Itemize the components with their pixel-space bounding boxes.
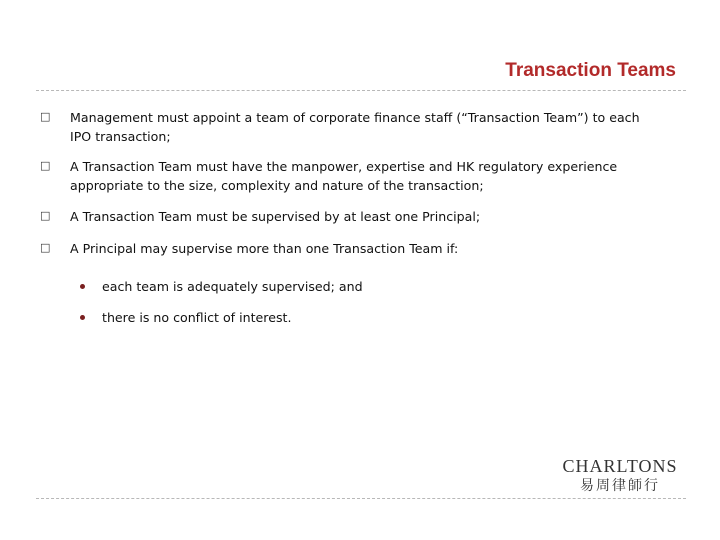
- bullet-item: [40, 207, 480, 226]
- slide-title: Transaction Teams: [505, 60, 676, 81]
- dot-bullet-icon: [80, 284, 85, 289]
- dot-bullet-icon: [80, 315, 85, 320]
- square-bullet-icon: □: [40, 159, 51, 172]
- logo-name-cn: 易周律師行: [580, 478, 660, 494]
- square-bullet-icon: □: [40, 209, 51, 222]
- bullet-item: [40, 157, 650, 195]
- square-bullet-icon: □: [40, 110, 51, 123]
- bullet-text: A Transaction Team must have the manpower, expertise and HK regulatory experience appropriate to the size, complexity and nature of the transaction;: [70, 159, 618, 193]
- sub-bullet-text: each team is adequately supervised; and: [102, 279, 363, 294]
- bullet-text: Management must appoint a team of corporate finance staff (“Transaction Team”) to each IPO transaction;: [70, 110, 640, 144]
- top-divider: [36, 90, 686, 91]
- charltons-logo: [558, 455, 682, 495]
- logo-name-en: CHARLTONS: [562, 456, 678, 476]
- bullet-item: [40, 108, 650, 146]
- bottom-divider: [36, 498, 686, 499]
- sub-bullet-text: there is no conflict of interest.: [102, 310, 292, 325]
- bullet-item: [40, 239, 458, 258]
- bullet-text: A Transaction Team must be supervised by at least one Principal;: [70, 209, 481, 224]
- square-bullet-icon: □: [40, 241, 51, 254]
- bullet-text: A Principal may supervise more than one Transaction Team if:: [70, 241, 459, 256]
